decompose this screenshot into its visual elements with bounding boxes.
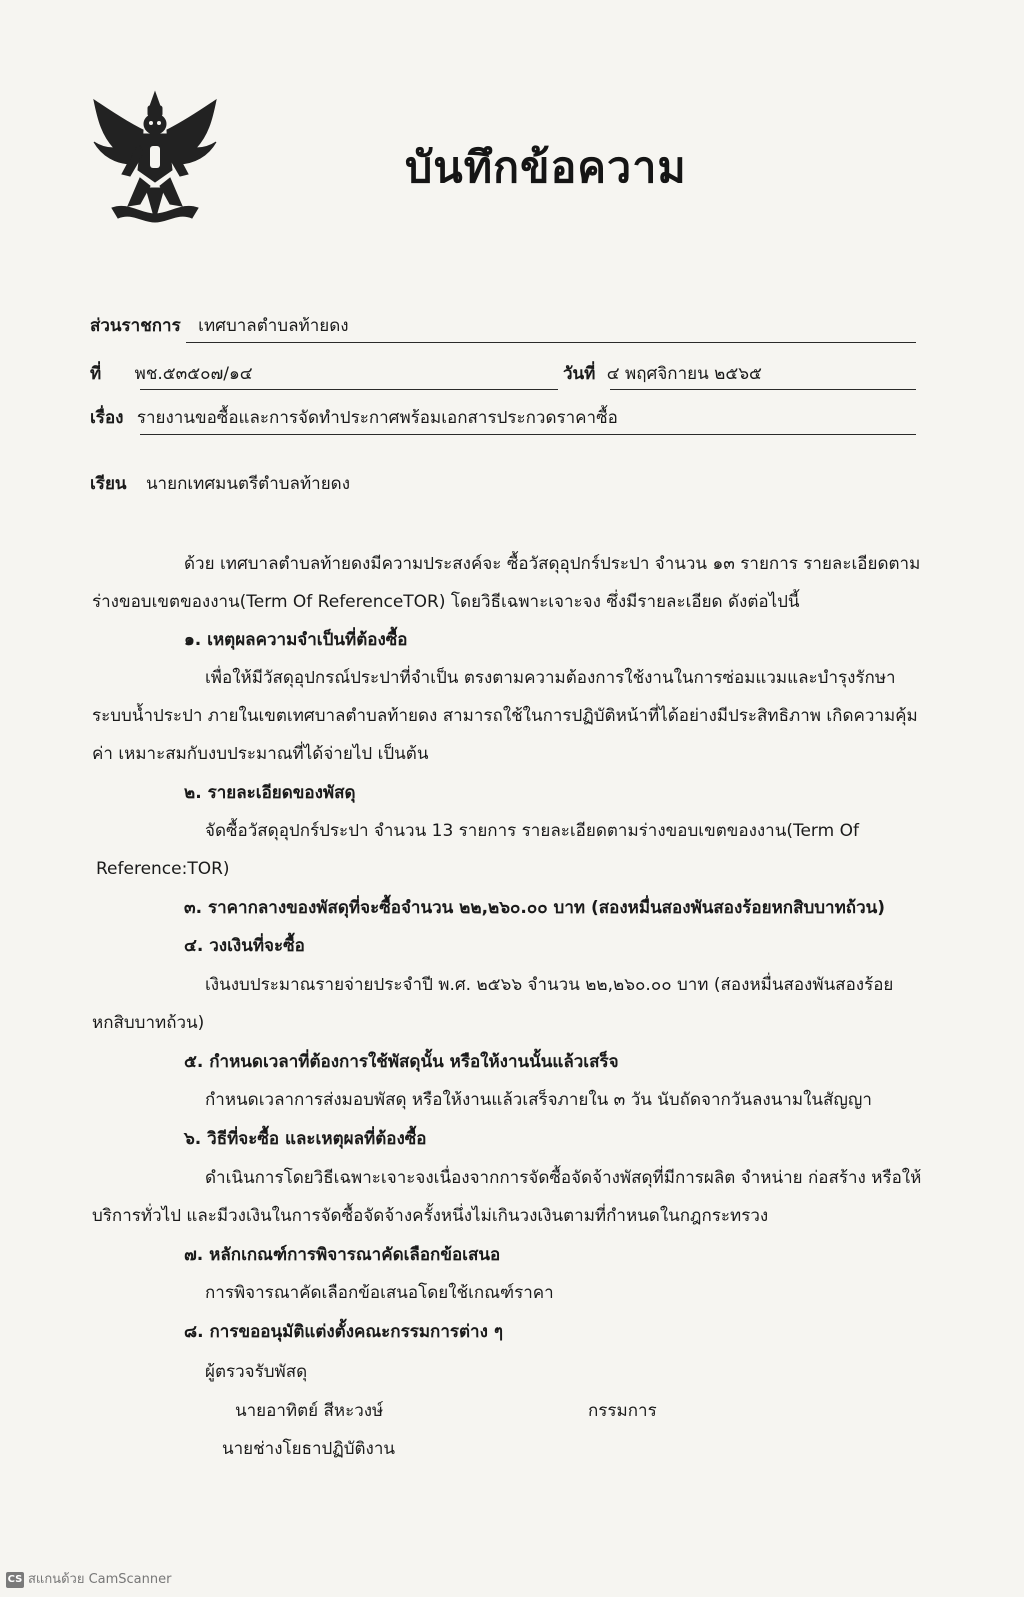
reference-underline	[140, 389, 558, 390]
addressee-row	[90, 470, 350, 497]
ref-label: ที่	[90, 364, 102, 384]
section-6-line-1: ดำเนินการโดยวิธีเฉพาะเจาะจงเนื่องจากการจัดซื้อจัดจ้างพัสดุที่มีการผลิต จำหน่าย ก่อสร้าง หรือให้	[205, 1168, 922, 1188]
memo-title: บันทึกข้อความ	[405, 143, 687, 193]
section-4-heading: ๔. วงเงินที่จะซื้อ	[184, 936, 305, 956]
committee-member-position: นายช่างโยธาปฏิบัติงาน	[222, 1439, 396, 1459]
section-5-heading: ๕. กำหนดเวลาที่ต้องการใช้พัสดุนั้น หรือให้งานนั้นแล้วเสร็จ	[184, 1052, 619, 1072]
date-label: วันที่	[563, 364, 596, 384]
section-3-heading: ๓. ราคากลางของพัสดุที่จะซื้อจำนวน ๒๒,๒๖๐.๐๐ บาท (สองหมื่นสองพันสองร้อยหกสิบบาทถ้วน)	[184, 898, 886, 918]
subject-row	[90, 404, 618, 431]
section-4-line-2: หกสิบบาทถ้วน)	[92, 1013, 205, 1033]
section-1-line-1: เพื่อให้มีวัสดุอุปกรณ์ประปาที่จำเป็น ตรงตามความต้องการใช้งานในการซ่อมแวมและบำรุงรักษา	[205, 668, 896, 688]
section-4-line-1: เงินงบประมาณรายจ่ายประจำปี พ.ศ. ๒๕๖๖ จำนวน ๒๒,๒๖๐.๐๐ บาท (สองหมื่นสองพันสองร้อย	[205, 975, 894, 995]
date-underline	[610, 389, 916, 390]
agency-underline	[186, 342, 916, 343]
section-1-line-3: ค่า เหมาะสมกับงบประมาณที่ได้จ่ายไป เป็นต้น	[92, 744, 429, 764]
section-2-line-2: Reference:TOR)	[96, 859, 230, 879]
section-6-line-2: บริการทั่วไป และมีวงเงินในการจัดซื้อจัดจ้างครั้งหนึ่งไม่เกินวงเงินตามที่กำหนดในกฎกระทรวง	[92, 1206, 769, 1226]
section-2-line-1: จัดซื้อวัสดุอุปกร์ประปา จำนวน 13 รายการ รายละเอียดตามร่างขอบเขตของงาน(Term Of	[205, 821, 859, 841]
reference-row	[90, 360, 253, 387]
subject-value: รายงานขอซื้อและการจัดทำประกาศพร้อมเอกสารประกวดราคาซื้อ	[136, 408, 618, 428]
to-value: นายกเทศมนตรีตำบลท้ายดง	[145, 474, 351, 494]
garuda-emblem-icon	[88, 90, 222, 224]
section-8-line-1: ผู้ตรวจรับพัสดุ	[205, 1362, 308, 1382]
camscanner-logo-icon: CS	[6, 1572, 24, 1588]
date-row	[563, 360, 762, 387]
subject-underline	[140, 434, 916, 435]
committee-member-role: กรรมการ	[588, 1401, 657, 1421]
section-5-line-1: กำหนดเวลาการส่งมอบพัสดุ หรือให้งานแล้วเสร็จภายใน ๓ วัน นับถัดจากวันลงนามในสัญญา	[205, 1090, 872, 1110]
agency-row	[90, 312, 349, 339]
section-1-heading: ๑. เหตุผลความจำเป็นที่ต้องซื้อ	[184, 630, 408, 650]
section-1-line-2: ระบบน้ำประปา ภายในเขตเทศบาลตำบลท้ายดง สามารถใช้ในการปฏิบัติหน้าที่ได้อย่างมีประสิทธิภาพ เกิดความคุ้ม	[92, 706, 918, 726]
section-8-heading: ๘. การขออนุมัติแต่งตั้งคณะกรรมการต่าง ๆ	[184, 1322, 503, 1342]
section-2-heading: ๒. รายละเอียดของพัสดุ	[184, 783, 356, 803]
section-6-heading: ๖. วิธีที่จะซื้อ และเหตุผลที่ต้องซื้อ	[184, 1129, 427, 1149]
committee-member-name: นายอาทิตย์ สีหะวงษ์	[235, 1401, 384, 1421]
intro-line-2: ร่างขอบเขตของงาน(Term Of ReferenceTOR) โดยวิธีเฉพาะเจาะจง ซึ่งมีรายละเอียด ดังต่อไปนี้	[92, 592, 800, 612]
date-value: ๔ พฤศจิกายน ๒๕๖๕	[606, 364, 762, 384]
camscanner-text: สแกนด้วย CamScanner	[28, 1572, 172, 1587]
camscanner-watermark	[6, 1568, 171, 1589]
intro-line-1: ด้วย เทศบาลตำบลท้ายดงมีความประสงค์จะ ซื้อวัสดุอุปกร์ประปา จำนวน ๑๓ รายการ รายละเอียดตาม	[184, 554, 921, 574]
subject-label: เรื่อง	[90, 408, 124, 428]
ref-value: พช.๕๓๕๐๗/๑๔	[134, 364, 253, 384]
to-label: เรียน	[90, 474, 127, 494]
section-7-line-1: การพิจารณาคัดเลือกข้อเสนอโดยใช้เกณฑ์ราคา	[205, 1283, 554, 1303]
agency-label: ส่วนราชการ	[90, 316, 181, 336]
section-7-heading: ๗. หลักเกณฑ์การพิจารณาคัดเลือกข้อเสนอ	[184, 1245, 501, 1265]
agency-value: เทศบาลตำบลท้ายดง	[198, 316, 349, 336]
